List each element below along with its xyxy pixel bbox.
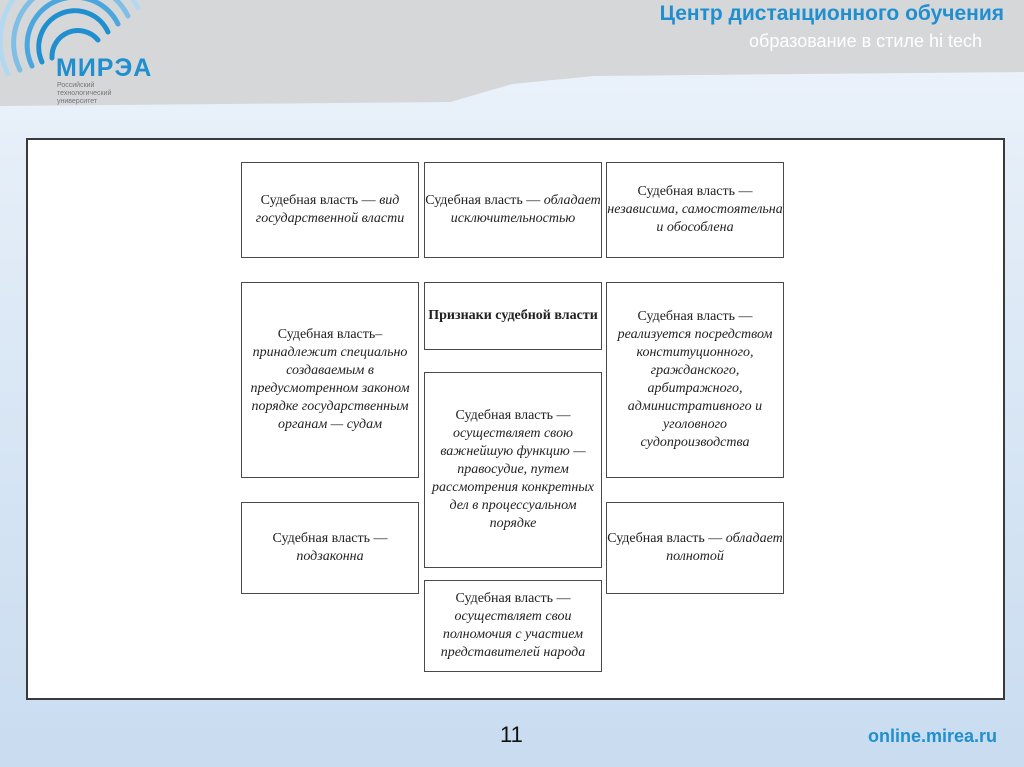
feature-box-independence: Судебная власть — независима, самостоятельна и обособлена <box>606 162 784 258</box>
feature-box-proceedings: Судебная власть — реализуется посредством конституционного, гражданского, арбитражного, административного и уголовного судопроизводства <box>606 282 784 478</box>
feature-box-state-power: Судебная власть — вид государственной власти <box>241 162 419 258</box>
logo-wordmark: МИРЭА <box>56 54 153 82</box>
logo-subtitle: Российский технологический университет <box>57 82 112 105</box>
feature-box-sublegal: Судебная власть — подзаконна <box>241 502 419 594</box>
diagram-panel <box>26 138 1005 700</box>
diagram-center-title: Признаки судебной власти <box>424 282 602 350</box>
feature-box-completeness: Судебная власть — обладает полнотой <box>606 502 784 594</box>
feature-box-exclusivity: Судебная власть — обладает исключительностью <box>424 162 602 258</box>
page-number: 11 <box>500 722 523 747</box>
feature-box-courts: Судебная власть– принадлежит специально создаваемым в предусмотренном законом порядке государственным органам — судам <box>241 282 419 478</box>
feature-box-justice: Судебная власть — осуществляет свою важнейшую функцию — правосудие, путем рассмотрения конкретных дел в процессуальном порядке <box>424 372 602 568</box>
site-link[interactable]: online.mirea.ru <box>867 726 997 746</box>
site-title: Центр дистанционного обучения <box>659 2 1004 25</box>
feature-box-people-participation: Судебная власть — осуществляет свои полномочия с участием представителей народа <box>424 580 602 672</box>
mirea-logo[interactable] <box>0 0 180 110</box>
site-slogan: образование в стиле hi tech <box>749 31 982 51</box>
